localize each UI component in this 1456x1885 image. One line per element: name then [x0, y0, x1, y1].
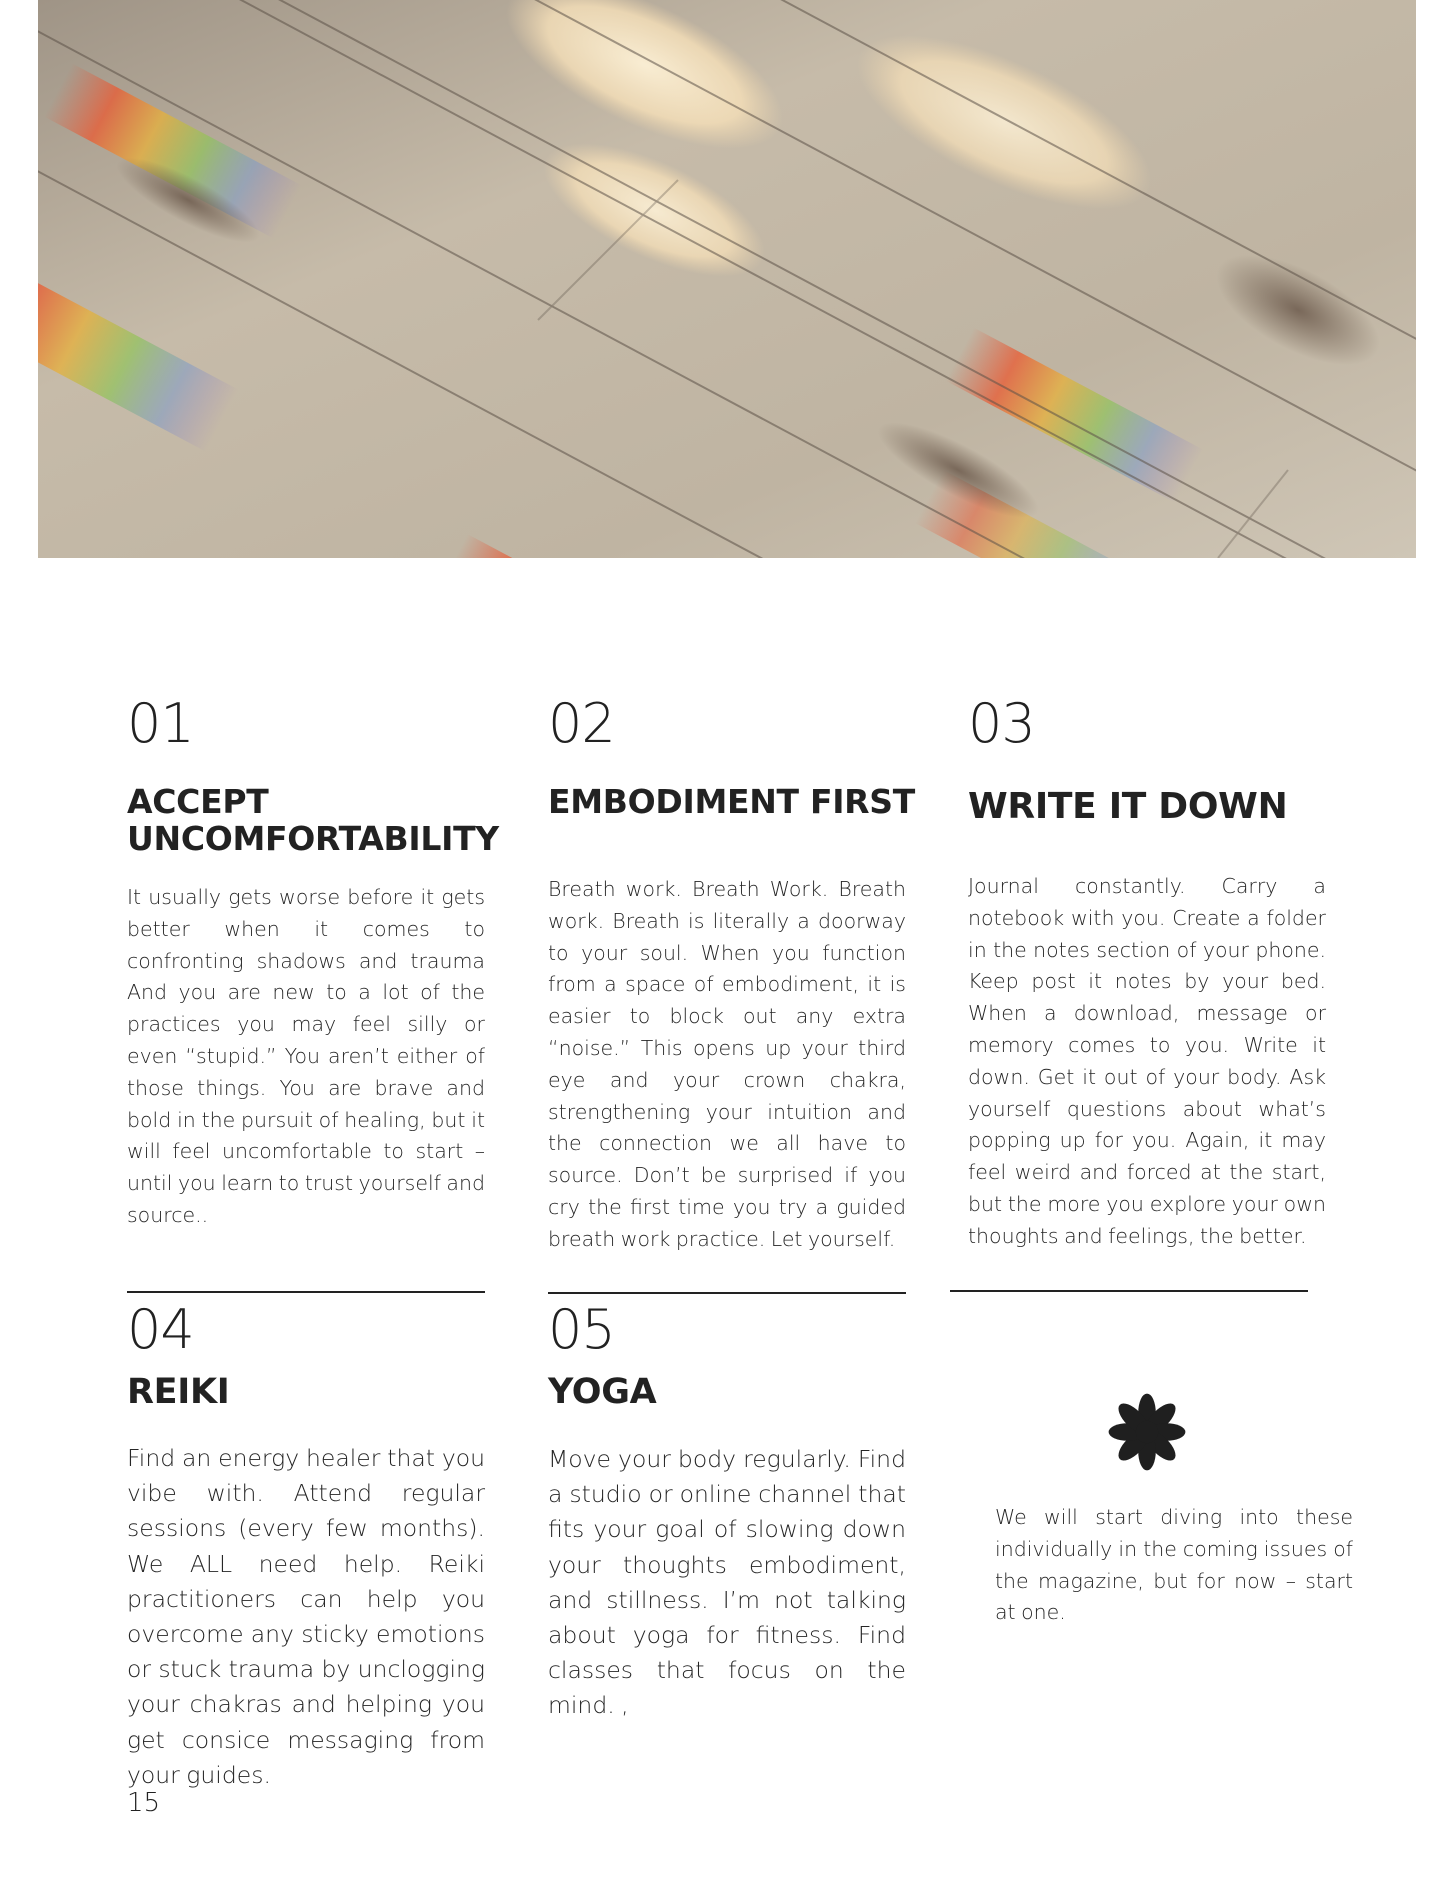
- divider-col2: [548, 1292, 906, 1294]
- section-body-03: Journal constantly. Carry a notebook with you. Create a folder in the notes section of your phone. Keep post it notes by your bed. When a download, message or memory comes to you. Write it down. Get it out of your body. Ask yourself questions about what’s popping up for you. Again, it may feel weird and forced at the start, but the more you explore your own thoughts and feelings, the better.: [968, 874, 1326, 1248]
- section-body-05: Move your body regularly. Find a studio or online channel that fits your goal of slowing down your thoughts embodiment, and stillness. I’m not talking about yoga for fitness. Find classes that focus on the mind. ,: [548, 1445, 906, 1720]
- hero-photo: [38, 0, 1416, 558]
- closing-note: We will start diving into these individually in the coming issues of the magazine, but for now – start at one.: [995, 1505, 1353, 1625]
- section-number-04: 04: [127, 1298, 194, 1361]
- section-title-yoga: YOGA: [548, 1372, 657, 1412]
- section-title-accept-uncomfortability: ACCEPT UNCOMFORTABILITY: [127, 782, 499, 858]
- section-title-embodiment-first: EMBODIMENT FIRST: [548, 782, 915, 821]
- divider-col1: [127, 1291, 485, 1293]
- page-number: 15: [127, 1788, 161, 1818]
- section-body-04: Find an energy healer that you vibe with. Attend regular sessions (every few months). We ALL need help. Reiki practitioners can help you overcome any sticky emotions or stuck trauma by unclogging your chakras and helping you get consice messaging from your guides.: [127, 1444, 485, 1789]
- flower-icon: [1107, 1392, 1187, 1472]
- section-title-reiki: REIKI: [127, 1372, 230, 1412]
- wood-floor-rainbow-light-photo: [38, 0, 1416, 558]
- section-body-01: It usually gets worse before it gets better when it comes to confronting shadows and trauma And you are new to a lot of the practices you may feel silly or even “stupid.” You aren’t either of those things. You are brave and bold in the pursuit of healing, but it will feel uncomfortable to start – until you learn to trust yourself and source..: [127, 885, 485, 1227]
- divider-col3: [950, 1290, 1308, 1292]
- section-number-05: 05: [548, 1298, 615, 1361]
- section-body-02: Breath work. Breath Work. Breath work. Breath is literally a doorway to your soul. When you function from a space of embodiment, it is easier to block out any extra “noise.” This opens up your third eye and your crown chakra, strengthening your intuition and the connection we all have to source. Don’t be surprised if you cry the first time you try a guided breath work practice. Let yourself.: [548, 877, 906, 1251]
- section-number-02: 02: [548, 692, 615, 755]
- section-title-write-it-down: WRITE IT DOWN: [968, 786, 1288, 827]
- section-number-03: 03: [968, 692, 1035, 755]
- section-number-01: 01: [127, 692, 194, 755]
